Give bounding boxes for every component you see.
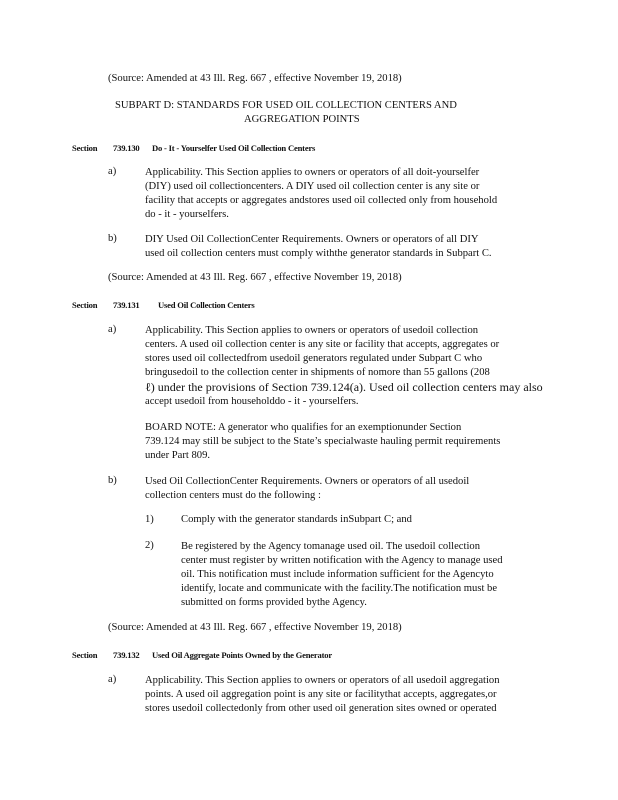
paragraph-line: 739.124 may still be subject to the State’s specialwaste hauling permit requirements [145, 436, 501, 447]
paragraph-line: Used Oil CollectionCenter Requirements. Owners or operators of all usedoil [145, 476, 470, 487]
paragraph-line: used oil collection centers must comply withthe generator standards in Subpart C. [145, 248, 492, 259]
subsection-paragraph [145, 166, 497, 222]
subpart-heading-line2: AGGREGATION POINTS [244, 114, 360, 125]
board-note [145, 421, 500, 463]
paragraph-line: centers. A used oil collection center is any site or facility that accepts, aggregates or [145, 339, 500, 350]
subsection-marker: b) [108, 233, 117, 244]
paragraph-line: collection centers must do the following : [145, 490, 321, 501]
paragraph-line: under Part 809. [145, 450, 211, 461]
source-note: (Source: Amended at 43 Ill. Reg. 667 , effective November 19, 2018) [108, 622, 402, 633]
item-marker: 1) [145, 514, 154, 525]
paragraph-line: DIY Used Oil CollectionCenter Requirements. Owners or operators of all DIY [145, 234, 479, 245]
paragraph-line: center must register by written notification with the Agency to manage used [181, 555, 503, 566]
subsection-marker: b) [108, 475, 117, 486]
section-title: Do - It - Yourselfer Used Oil Collection Centers [152, 143, 316, 153]
paragraph-line: Applicability. This Section applies to owners or operators of all doit-yourselfer [145, 167, 480, 178]
source-note: (Source: Amended at 43 Ill. Reg. 667 , effective November 19, 2018) [108, 272, 402, 283]
paragraph-line: do - it - yourselfers. [145, 209, 229, 220]
subsection-marker: a) [108, 324, 117, 335]
section-label: Section [72, 143, 98, 153]
paragraph-line: Be registered by the Agency tomanage used oil. The usedoil collection [181, 541, 480, 552]
section-title: Used Oil Collection Centers [158, 300, 255, 310]
source-note: (Source: Amended at 43 Ill. Reg. 667 , effective November 19, 2018) [108, 73, 402, 84]
section-title: Used Oil Aggregate Points Owned by the Generator [152, 650, 333, 660]
subsection-paragraph [145, 233, 492, 261]
paragraph-line: stores used oil collectedfrom usedoil generators regulated under Subpart C who [145, 353, 483, 364]
section-label: Section [72, 300, 98, 310]
section-number: 739.132 [113, 650, 140, 660]
paragraph-line: (DIY) used oil collectioncenters. A DIY used oil collection center is any site or [145, 181, 480, 192]
paragraph-line: bringusedoil to the collection center in shipments of nomore than 55 gallons (208 [145, 367, 490, 378]
paragraph-line: BOARD NOTE: A generator who qualifies for an exemptionunder Section [145, 422, 462, 433]
item-marker: 2) [145, 540, 154, 551]
paragraph-line: points. A used oil aggregation point is any site or facilitythat accepts, aggregates,or [145, 689, 497, 700]
paragraph-line: identify, locate and communicate with the facility.The notification must be [181, 583, 498, 594]
subsection-marker: a) [108, 674, 117, 685]
paragraph-line-large: ℓ) under the provisions of Section 739.124(a). Used oil collection centers may also [145, 380, 543, 394]
subsection-paragraph [145, 475, 469, 503]
subsection-paragraph [145, 324, 543, 409]
section-number: 739.131 [113, 300, 140, 310]
subsection-marker: a) [108, 166, 117, 177]
paragraph-line: facility that accepts or aggregates andstores used oil collected only from household [145, 195, 498, 206]
item-text: Comply with the generator standards inSubpart C; and [181, 514, 412, 525]
paragraph-line: Applicability. This Section applies to owners or operators of usedoil collection [145, 325, 479, 336]
section-number: 739.130 [113, 143, 140, 153]
paragraph-line: accept usedoil from householddo - it - yourselfers. [145, 396, 359, 407]
paragraph-line: submitted on forms provided bythe Agency. [181, 597, 367, 608]
subpart-heading-line1: SUBPART D: STANDARDS FOR USED OIL COLLECTION CENTERS AND [115, 100, 457, 111]
paragraph-line: Applicability. This Section applies to owners or operators of all usedoil aggregation [145, 675, 500, 686]
item-paragraph [181, 540, 503, 610]
subsection-paragraph [145, 674, 500, 716]
paragraph-line: oil. This notification must include information sufficient for the Agencyto [181, 569, 494, 580]
paragraph-line: stores usedoil collectedonly from other used oil generation sites owned or operated [145, 703, 497, 714]
section-label: Section [72, 650, 98, 660]
